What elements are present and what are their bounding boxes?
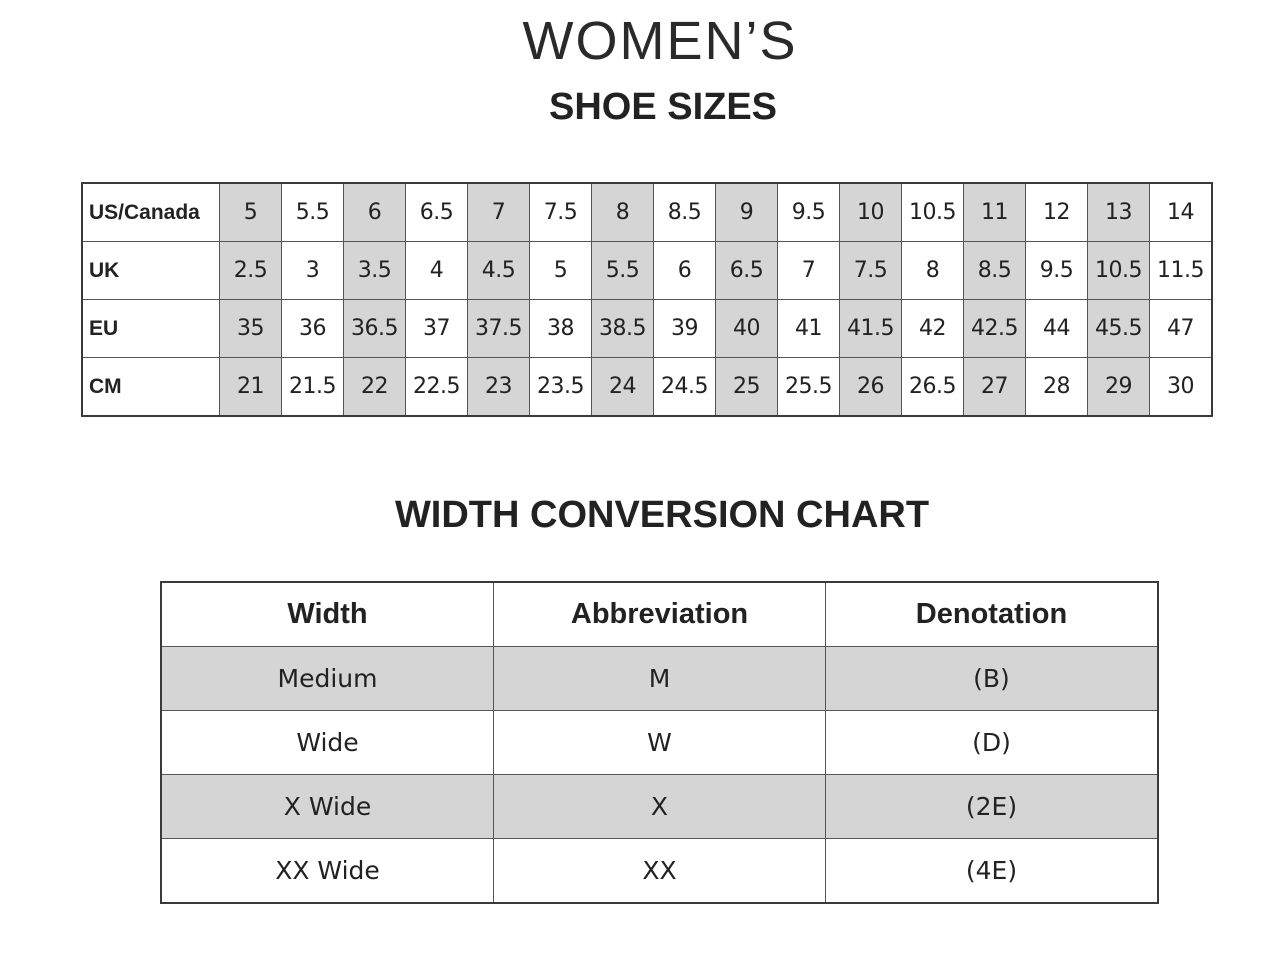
size-cell: 24.5	[654, 358, 716, 417]
size-cell: 3	[282, 242, 344, 300]
size-cell: 9.5	[1026, 242, 1088, 300]
size-cell: 36.5	[344, 300, 406, 358]
size-row-cm	[82, 358, 1212, 417]
size-cell: 8.5	[654, 183, 716, 242]
size-cell: 22.5	[406, 358, 468, 417]
size-cell: 44	[1026, 300, 1088, 358]
size-cell: 8	[592, 183, 654, 242]
abbreviation-column-header: Abbreviation	[494, 582, 826, 647]
size-cell: 38.5	[592, 300, 654, 358]
width-chart-heading: WIDTH CONVERSION CHART	[394, 494, 930, 536]
size-cell: 24	[592, 358, 654, 417]
size-cell: 8	[902, 242, 964, 300]
size-cell: 41	[778, 300, 840, 358]
size-cell: 47	[1150, 300, 1213, 358]
size-cell: 6.5	[716, 242, 778, 300]
denotation-cell: (D)	[826, 711, 1159, 775]
size-cell: 45.5	[1088, 300, 1150, 358]
size-cell: 2.5	[220, 242, 282, 300]
width-cell: X Wide	[161, 775, 494, 839]
size-cell: 9.5	[778, 183, 840, 242]
width-table-row	[161, 647, 1158, 711]
width-column-header: Width	[161, 582, 494, 647]
size-cell: 42	[902, 300, 964, 358]
abbreviation-cell: XX	[494, 839, 826, 904]
size-row-label: EU	[82, 300, 220, 358]
shoe-size-table	[81, 182, 1213, 417]
width-cell: Wide	[161, 711, 494, 775]
abbreviation-cell: W	[494, 711, 826, 775]
size-cell: 26	[840, 358, 902, 417]
shoe-sizes-heading: SHOE SIZES	[548, 86, 778, 128]
abbreviation-cell: X	[494, 775, 826, 839]
size-cell: 29	[1088, 358, 1150, 417]
abbreviation-cell: M	[494, 647, 826, 711]
size-cell: 25	[716, 358, 778, 417]
size-cell: 7	[778, 242, 840, 300]
width-table-row	[161, 839, 1158, 904]
size-row-label: US/Canada	[82, 183, 220, 242]
size-cell: 11	[964, 183, 1026, 242]
size-cell: 35	[220, 300, 282, 358]
width-table-row	[161, 711, 1158, 775]
size-cell: 4.5	[468, 242, 530, 300]
denotation-cell: (2E)	[826, 775, 1159, 839]
width-conversion-table	[160, 581, 1159, 904]
size-cell: 39	[654, 300, 716, 358]
size-cell: 12	[1026, 183, 1088, 242]
denotation-cell: (B)	[826, 647, 1159, 711]
width-cell: XX Wide	[161, 839, 494, 904]
size-cell: 13	[1088, 183, 1150, 242]
size-cell: 23	[468, 358, 530, 417]
size-cell: 25.5	[778, 358, 840, 417]
size-cell: 6.5	[406, 183, 468, 242]
size-cell: 5	[530, 242, 592, 300]
denotation-column-header: Denotation	[826, 582, 1159, 647]
size-row-eu	[82, 300, 1212, 358]
size-cell: 27	[964, 358, 1026, 417]
size-cell: 10.5	[1088, 242, 1150, 300]
size-cell: 21.5	[282, 358, 344, 417]
size-cell: 5.5	[592, 242, 654, 300]
size-cell: 42.5	[964, 300, 1026, 358]
size-cell: 4	[406, 242, 468, 300]
width-table-header-row	[161, 582, 1158, 647]
size-cell: 23.5	[530, 358, 592, 417]
size-cell: 36	[282, 300, 344, 358]
size-cell: 11.5	[1150, 242, 1213, 300]
size-cell: 41.5	[840, 300, 902, 358]
size-cell: 26.5	[902, 358, 964, 417]
width-cell: Medium	[161, 647, 494, 711]
size-cell: 37	[406, 300, 468, 358]
width-table-row	[161, 775, 1158, 839]
size-row-label: CM	[82, 358, 220, 417]
size-cell: 6	[344, 183, 406, 242]
size-cell: 8.5	[964, 242, 1026, 300]
size-cell: 14	[1150, 183, 1213, 242]
size-cell: 10.5	[902, 183, 964, 242]
size-cell: 7.5	[840, 242, 902, 300]
denotation-cell: (4E)	[826, 839, 1159, 904]
page-title: WOMEN’S	[522, 11, 798, 71]
size-cell: 38	[530, 300, 592, 358]
size-cell: 5.5	[282, 183, 344, 242]
size-cell: 30	[1150, 358, 1213, 417]
size-cell: 28	[1026, 358, 1088, 417]
size-cell: 37.5	[468, 300, 530, 358]
size-cell: 21	[220, 358, 282, 417]
size-cell: 40	[716, 300, 778, 358]
size-row-us-canada	[82, 183, 1212, 242]
size-cell: 10	[840, 183, 902, 242]
size-cell: 7	[468, 183, 530, 242]
size-cell: 6	[654, 242, 716, 300]
size-cell: 7.5	[530, 183, 592, 242]
size-cell: 3.5	[344, 242, 406, 300]
size-cell: 9	[716, 183, 778, 242]
size-row-label: UK	[82, 242, 220, 300]
size-cell: 5	[220, 183, 282, 242]
size-row-uk	[82, 242, 1212, 300]
size-cell: 22	[344, 358, 406, 417]
